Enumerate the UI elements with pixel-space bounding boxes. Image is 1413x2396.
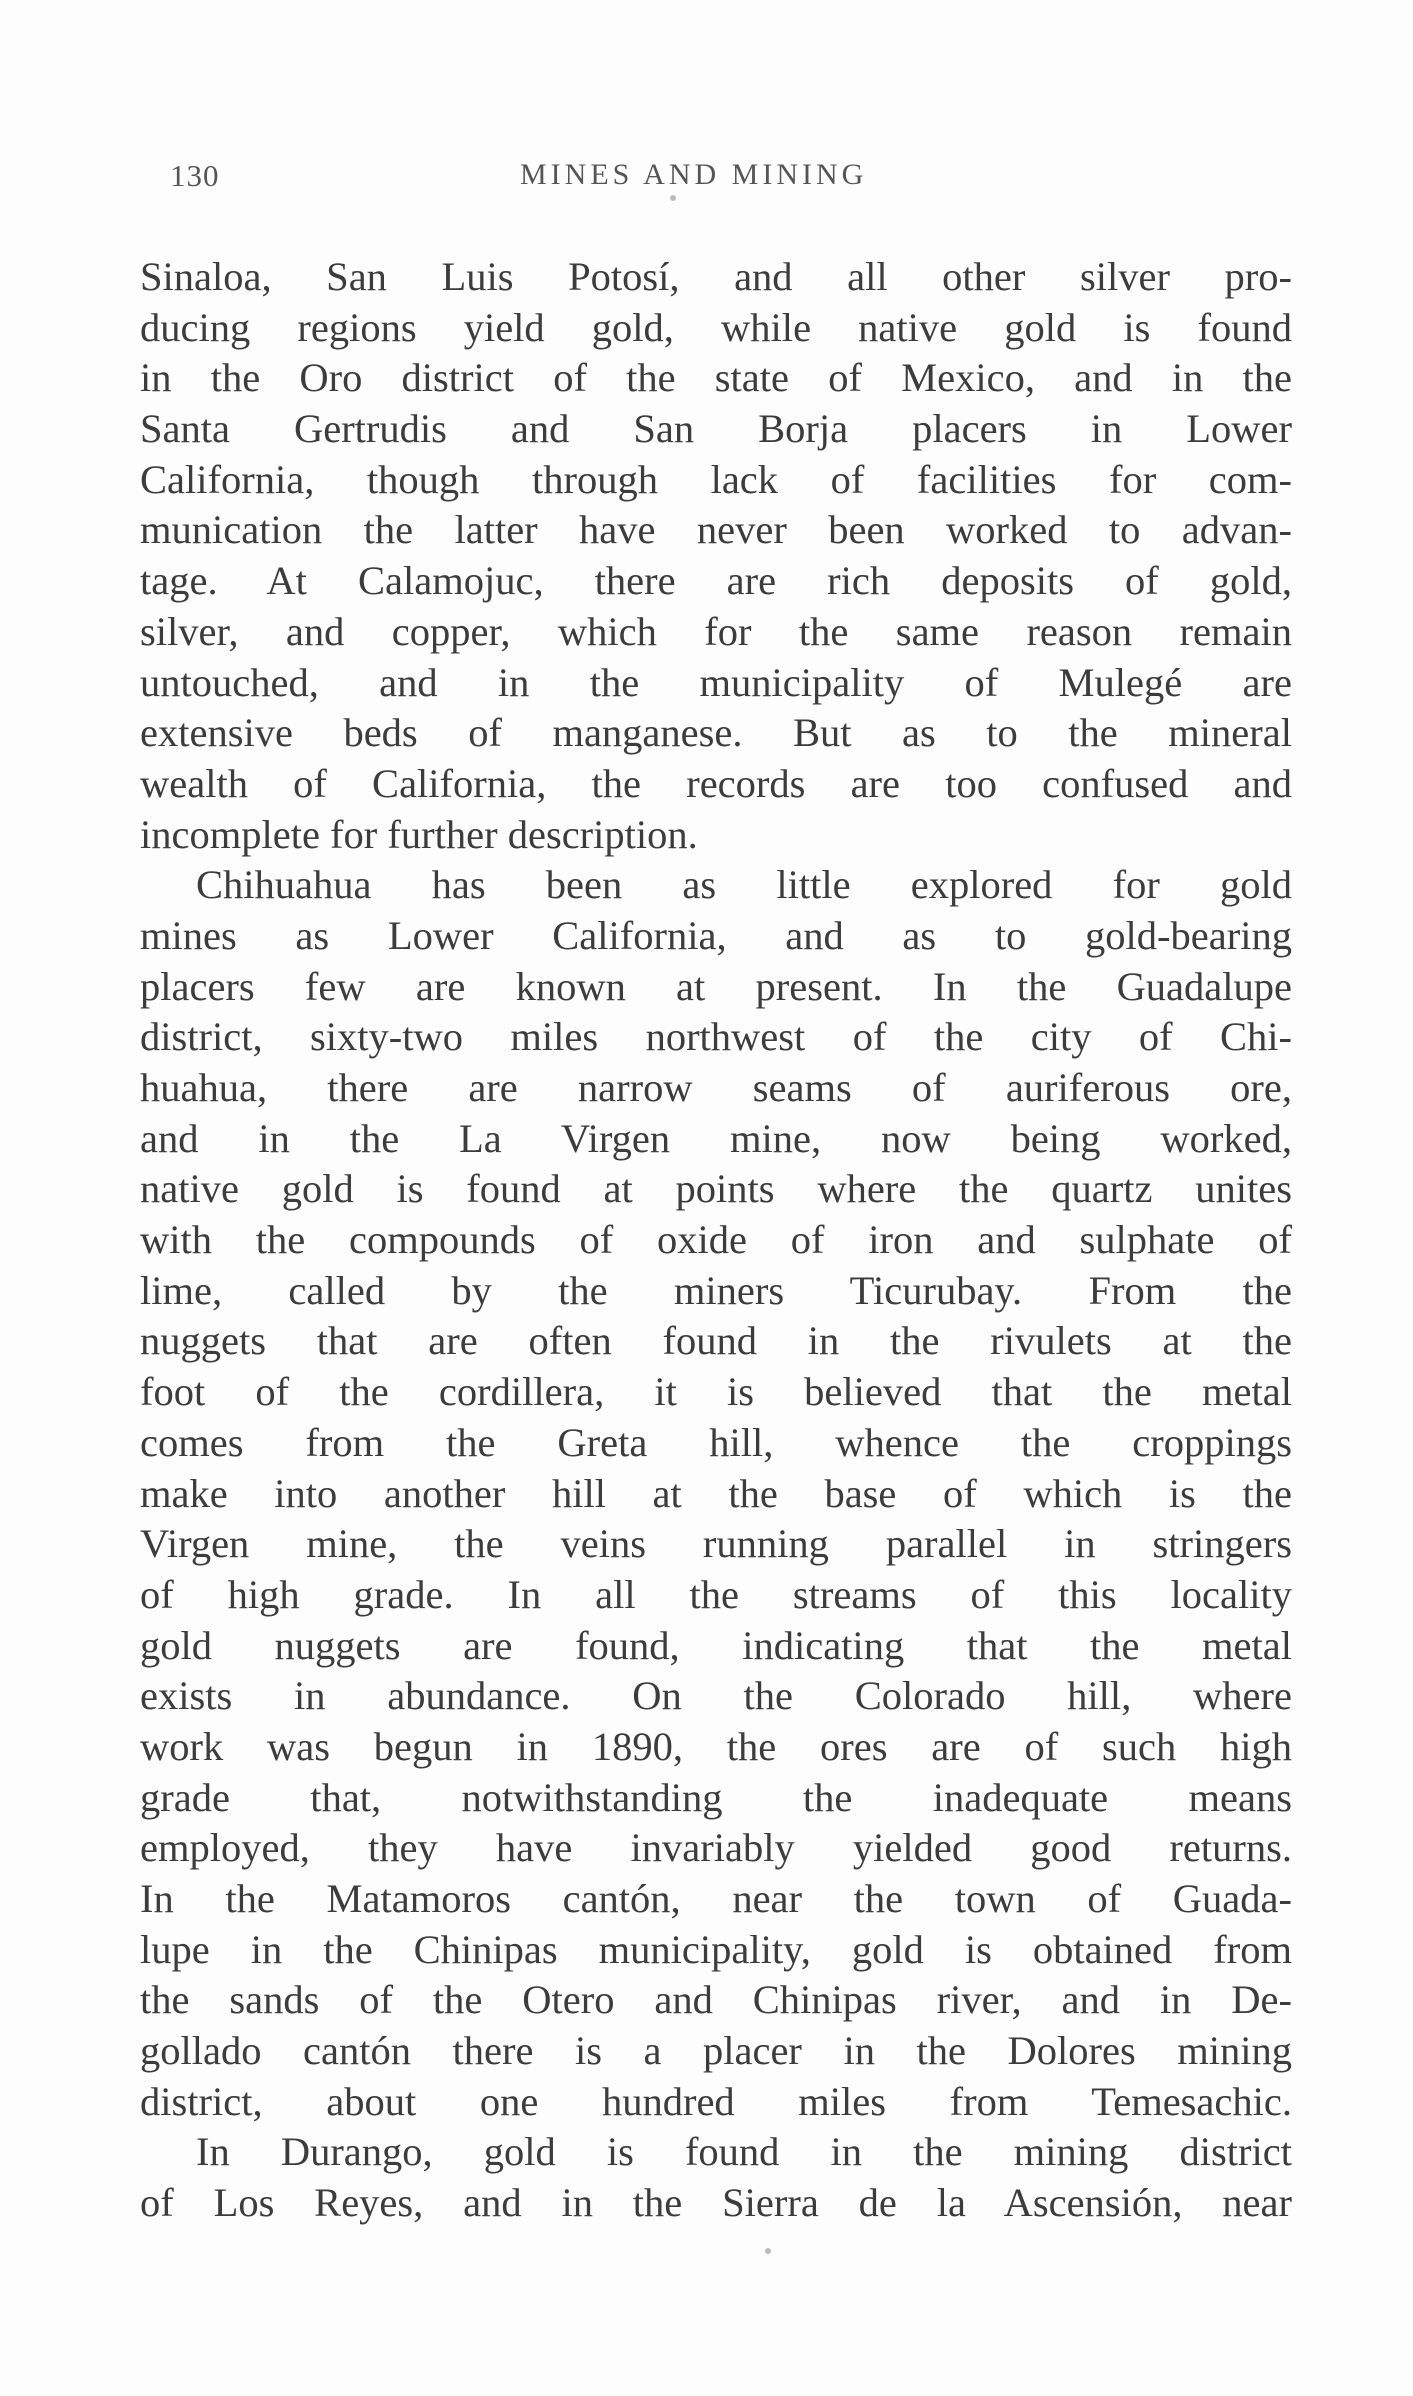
text-line: and in the La Virgen mine, now being worked, [140,1115,1292,1161]
text-line: huahua, there are narrow seams of auriferous ore, [140,1065,1292,1110]
text-line: ducing regions yield gold, while native gold is found [140,304,1292,350]
text-line: employed, they have invariably yielded good returns. [140,1825,1292,1871]
page-header [170,158,1260,208]
paragraph [140,2127,1292,2228]
text-line: In the Matamoros cantón, near the town of Guada- [140,1876,1292,1921]
text-line: lupe in the Chinipas municipality, gold is obtained from [140,1926,1292,1972]
text-line: native gold is found at points where the quartz unites [140,1166,1292,1212]
text-line: munication the latter have never been worked to advan- [140,507,1292,553]
running-title: MINES AND MINING [520,158,868,191]
page-number: 130 [170,158,220,193]
text-line: In Durango, gold is found in the mining district [196,2129,1292,2175]
text-line: Chihuahua has been as little explored for gold [196,862,1292,908]
text-line: Sinaloa, San Luis Potosí, and all other silver pro- [140,254,1292,299]
text-line: the sands of the Otero and Chinipas river, and in De- [140,1977,1292,2023]
text-line: nuggets that are often found in the rivulets at the [140,1318,1292,1364]
body-text [140,252,1292,2229]
text-line: district, sixty-two miles northwest of the city of Chi- [140,1014,1292,1060]
text-line: extensive beds of manganese. But as to the mineral [140,710,1292,756]
print-speck [765,2248,771,2254]
text-line: tage. At Calamojuc, there are rich deposits of gold, [140,558,1292,604]
text-line: work was begun in 1890, the ores are of such high [140,1723,1292,1769]
text-line: gold nuggets are found, indicating that the metal [140,1622,1292,1668]
text-line: exists in abundance. On the Colorado hill, where [140,1673,1292,1719]
text-line: make into another hill at the base of which is the [140,1470,1292,1516]
text-line: wealth of California, the records are too confused and [140,760,1292,806]
text-line: placers few are known at present. In the Guadalupe [140,963,1292,1009]
paragraph [140,252,1292,860]
text-line: of high grade. In all the streams of this locality [140,1571,1292,1617]
text-line: of Los Reyes, and in the Sierra de la Ascensión, near [140,2180,1292,2226]
text-line: incomplete for further description. [140,811,698,857]
text-line: in the Oro district of the state of Mexico, and in the [140,355,1292,401]
text-line: grade that, notwithstanding the inadequate means [140,1774,1292,1820]
text-line: Santa Gertrudis and San Borja placers in Lower [140,406,1292,452]
text-line: gollado cantón there is a placer in the Dolores mining [140,2028,1292,2074]
text-line: with the compounds of oxide of iron and sulphate of [140,1217,1292,1263]
text-line: California, though through lack of facilities for com- [140,456,1292,502]
text-line: Virgen mine, the veins running parallel in stringers [140,1521,1292,1567]
text-line: silver, and copper, which for the same reason remain [140,608,1292,654]
text-line: foot of the cordillera, it is believed that the metal [140,1369,1292,1415]
text-line: mines as Lower California, and as to gold-bearing [140,912,1292,958]
text-line: district, about one hundred miles from Temesachic. [140,2078,1292,2124]
paragraph [140,860,1292,2127]
text-line: lime, called by the miners Ticurubay. From the [140,1267,1292,1313]
text-line: comes from the Greta hill, whence the croppings [140,1419,1292,1465]
text-line: untouched, and in the municipality of Mulegé are [140,659,1292,705]
